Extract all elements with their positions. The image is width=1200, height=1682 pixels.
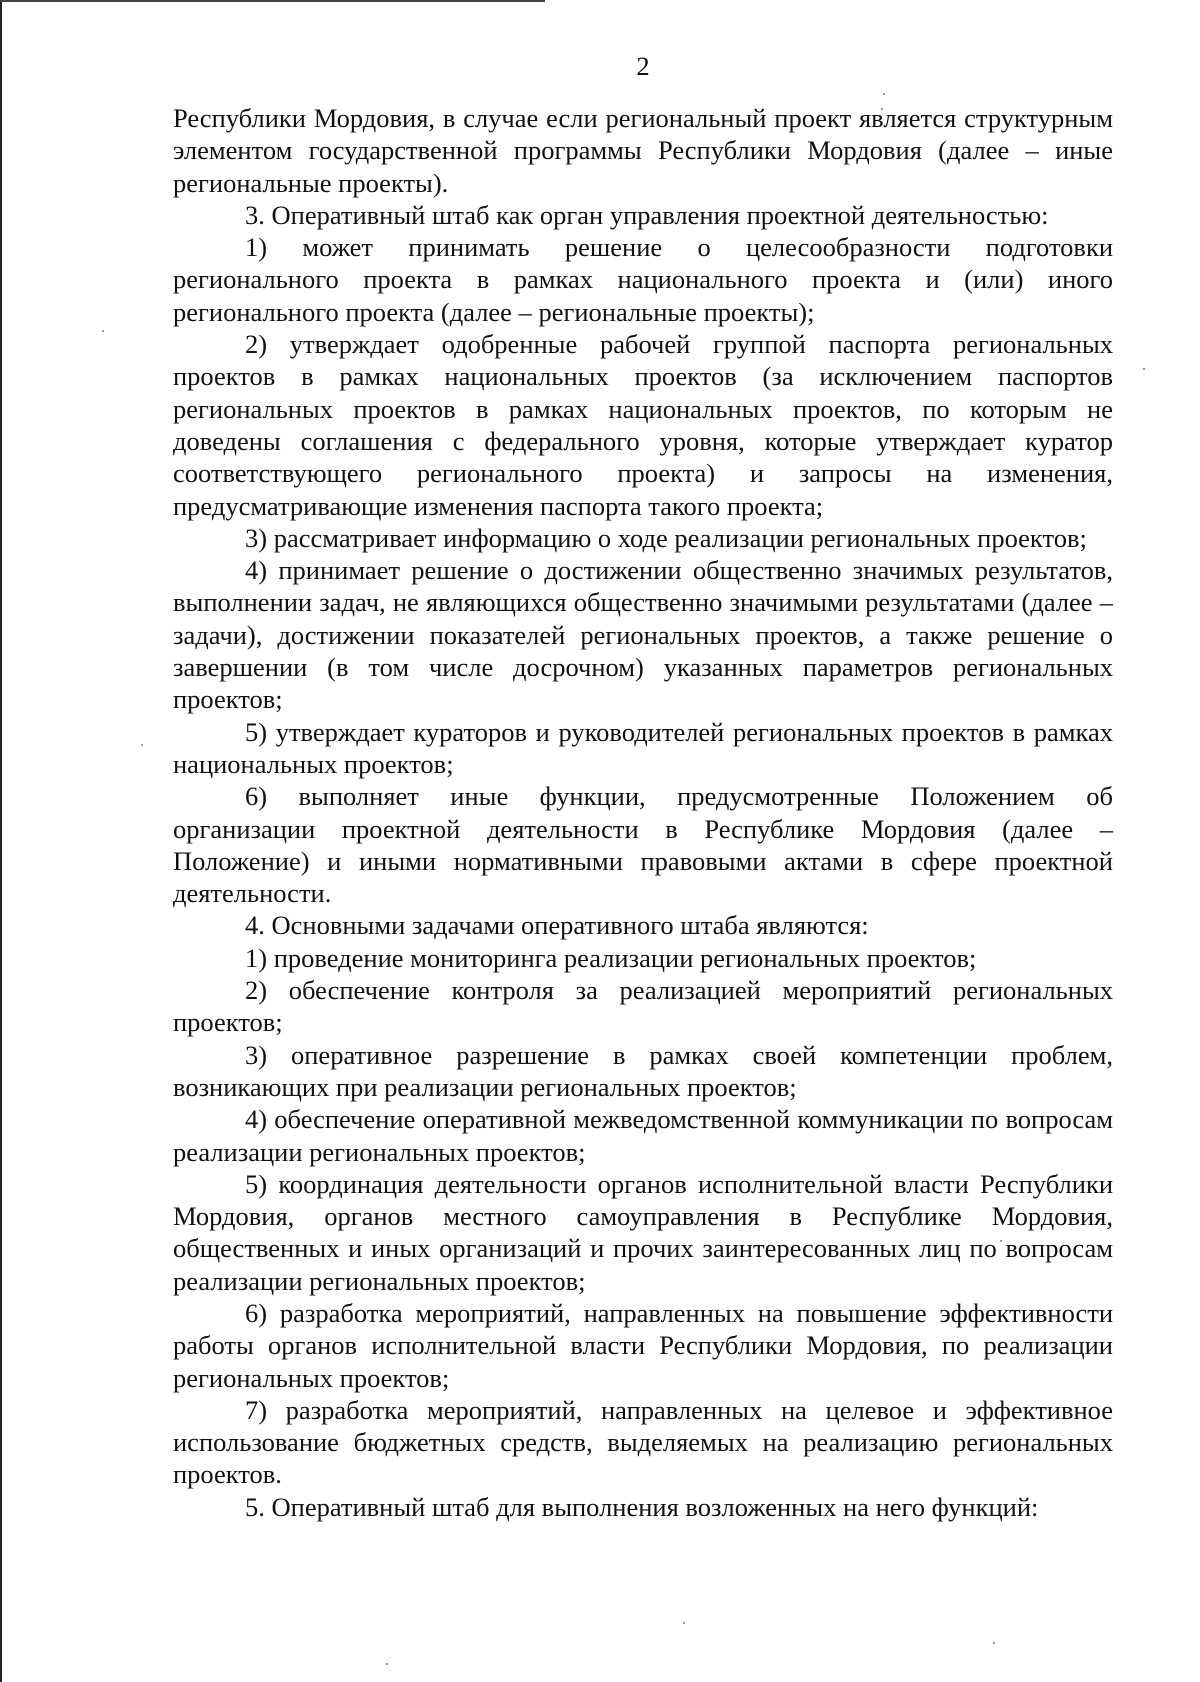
scan-speck (993, 1642, 995, 1644)
scan-speck (386, 1663, 388, 1665)
section-3-item-3: 3) рассматривает информацию о ходе реализации региональных проектов; (245, 522, 1087, 553)
section-3-item-1: 1) может принимать решение о целесообразности подготовки регионального проекта в рамках национального проекта и (или) иного регионального проекта (далее – региональные проекты); (173, 232, 1113, 327)
scan-speck (102, 330, 104, 332)
scan-border-left (0, 0, 2, 1682)
page-number: 2 (636, 51, 650, 81)
scan-speck (141, 744, 143, 746)
section-4-heading: 4. Основными задачами оперативного штаба являются: (245, 910, 869, 941)
section-4-item-6: 6) разработка мероприятий, направленных на повышение эффективности работы органов исполнительной власти Республики Мордовия, по реализации региональных проектов; (173, 1297, 1113, 1393)
section-4-item-3: 3) оперативное разрешение в рамках своей компетенции проблем, возникающих при реализации региональных проектов; (173, 1039, 1113, 1102)
section-3-item-6: 6) выполняет иные функции, предусмотренные Положением об организации проектной деятельности в Республике Мордовия (далее – Положение) и иными нормативными правовыми актами в сфере проектной деятельности. (173, 781, 1113, 909)
section-3-item-4: 4) принимает решение о достижении общественно значимых результатов, выполнении задач, не являющихся общественно значимыми результатами (далее – задачи), достижении показателей региональных проектов, а также решение о завершении (в том числе досрочном) указанных параметров региональных проектов; (173, 555, 1113, 715)
scan-speck (1143, 368, 1145, 370)
section-4-item-2: 2) обеспечение контроля за реализацией мероприятий региональных проектов; (173, 975, 1113, 1038)
document-page (173, 50, 1113, 1523)
section-4-item-7: 7) разработка мероприятий, направленных на целевое и эффективное использование бюджетных средств, выделяемых на реализацию региональных проектов. (173, 1394, 1113, 1490)
paragraph-continuation: Республики Мордовия, в случае если региональный проект является структурным элементом государственной программы Республики Мордовия (далее – иные региональные проекты). (173, 103, 1113, 198)
section-3-item-5: 5) утверждает кураторов и руководителей региональных проектов в рамках национальных проектов; (173, 716, 1113, 779)
scan-speck (683, 1622, 685, 1624)
section-3-heading: 3. Оперативный штаб как орган управления проектной деятельностью: (245, 199, 1049, 230)
scan-border-top (0, 0, 545, 2)
section-4-item-1: 1) проведение мониторинга реализации региональных проектов; (245, 942, 977, 973)
section-3-item-2: 2) утверждает одобренные рабочей группой паспорта региональных проектов в рамках национальных проектов (за исключением паспортов региональных проектов в рамках национальных проектов, по которым не доведены соглашения с федерального уровня, которые утверждает куратор соответствующего регионального проекта) и запросы на изменения, предусматривающие изменения паспорта такого проекта; (173, 329, 1113, 521)
section-5-heading: 5. Оперативный штаб для выполнения возложенных на него функций: (245, 1491, 1039, 1522)
section-4-item-5: 5) координация деятельности органов исполнительной власти Республики Мордовия, органов местного самоуправления в Республике Мордовия, общественных и иных организаций и прочих заинтересованных лиц по вопросам реализации региональных проектов; (173, 1168, 1113, 1296)
section-4-item-4: 4) обеспечение оперативной межведомственной коммуникации по вопросам реализации региональных проектов; (173, 1104, 1113, 1167)
